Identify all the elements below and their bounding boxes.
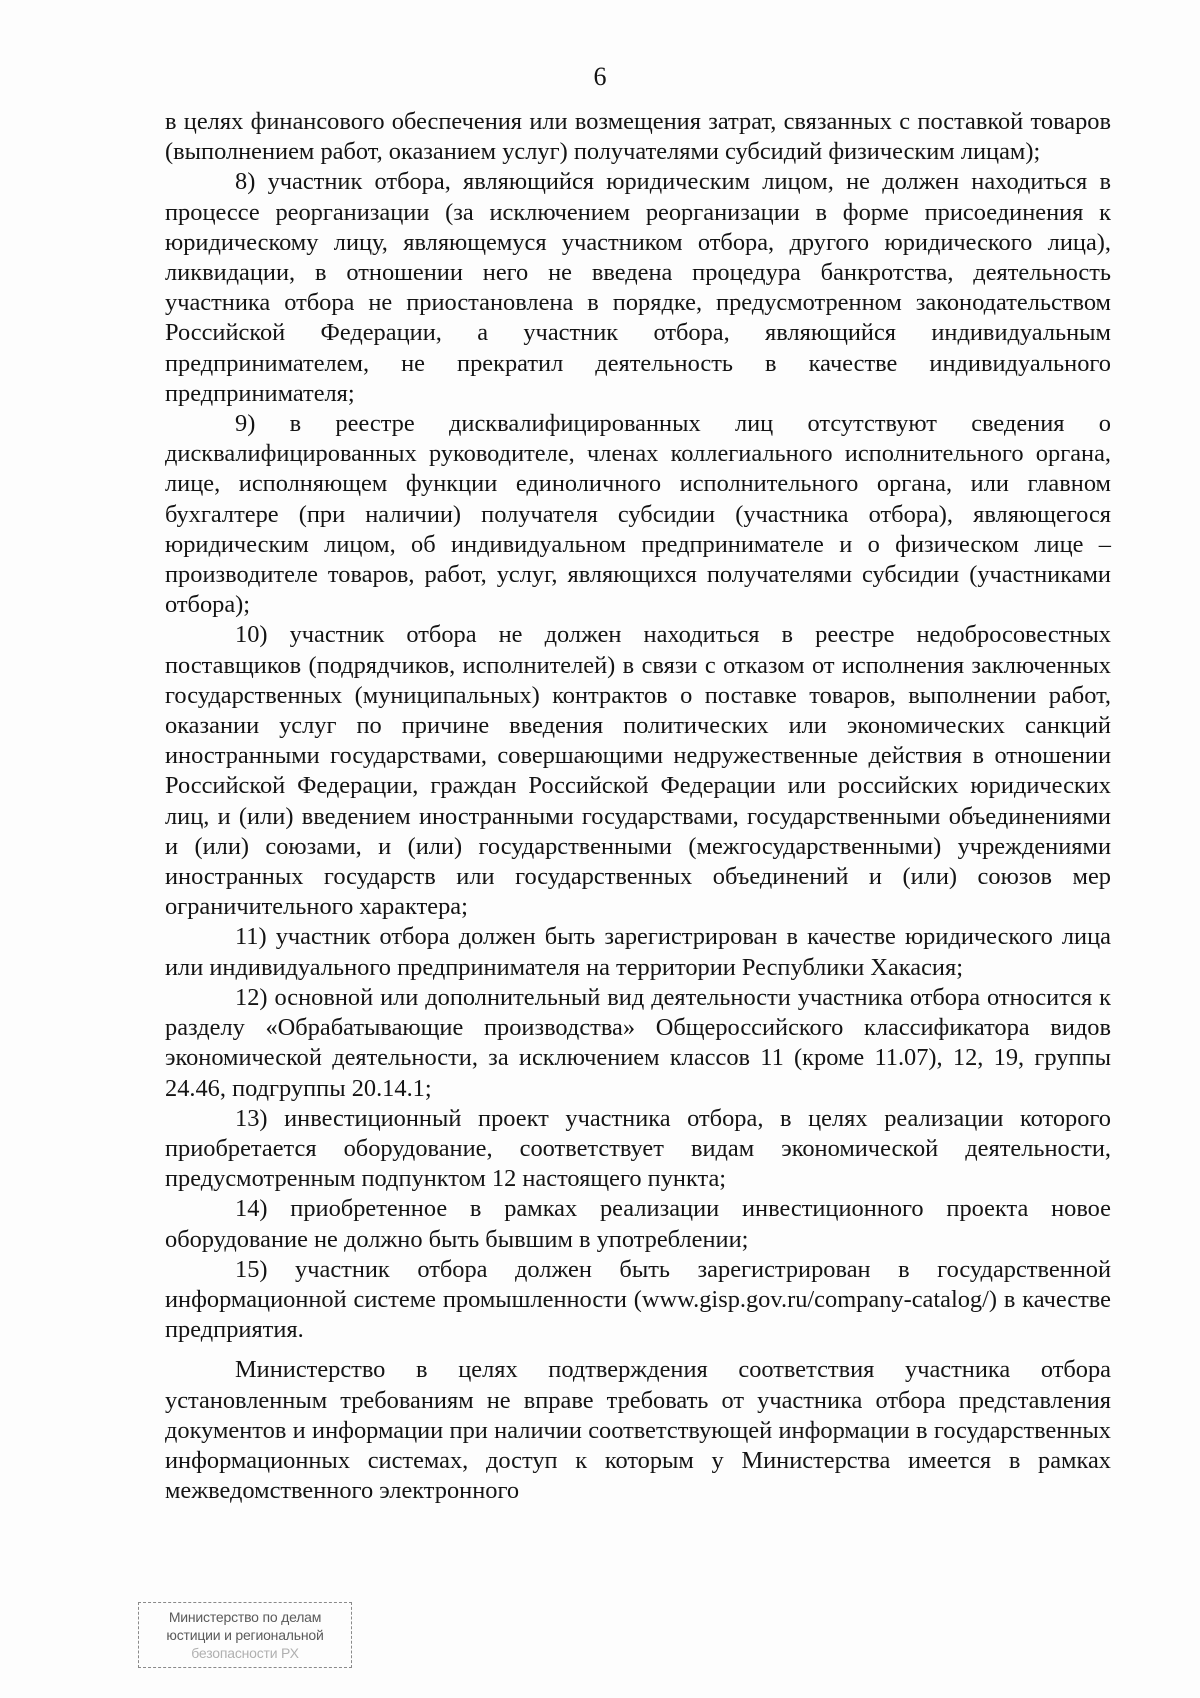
paragraph-item-9: 9) в реестре дисквалифицированных лиц отсутствуют сведения о дисквалифицированных руководителе, членах коллегиального исполнительного органа, лице, исполняющем функции единоличного исполнительного органа, или главном бухгалтере (при наличии) получателя субсидии (участника отбора), являющегося юридическим лицом, об индивидуальном предпринимателе и о физическом лице – производителе товаров, работ, услуг, являющихся получателями субсидии (участниками отбора);	[165, 410, 1111, 619]
paragraph-item-10: 10) участник отбора не должен находиться в реестре недобросовестных поставщиков (подрядчиков, исполнителей) в связи с отказом от исполнения заключенных государственных (муниципальных) контрактов о поставке товаров, выполнении работ, оказании услуг по причине введения политических или экономических санкций иностранными государствами, совершающими недружественные действия в отношении Российской Федерации, граждан Российской Федерации или российских юридических лиц, и (или) введением иностранными государствами, государственными объединениями и (или) союзами, и (или) государственными (межгосударственными) учреждениями иностранных государств или государственных объединений и (или) союзов мер ограничительного характера;	[165, 621, 1111, 921]
paragraph-item-14: 14) приобретенное в рамках реализации инвестиционного проекта новое оборудование не должно быть бывшим в употреблении;	[165, 1195, 1111, 1253]
paragraph-ministry: Министерство в целях подтверждения соответствия участника отбора установленным требованиям не вправе требовать от участника отбора представления документов и информации при наличии соответствующей информации в государственных информационных системах, доступ к которым у Министерства имеется в рамках межведомственного электронного	[165, 1356, 1111, 1505]
document-body	[165, 107, 1111, 1506]
paragraph-item-13: 13) инвестиционный проект участника отбора, в целях реализации которого приобретается оборудование, соответствует видам экономической деятельности, предусмотренным подпунктом 12 настоящего пункта;	[165, 1104, 1111, 1193]
registration-stamp	[138, 1602, 352, 1668]
paragraph: в целях финансового обеспечения или возмещения затрат, связанных с поставкой товаров (выполнением работ, оказанием услуг) получателями субсидий физическим лицам);	[165, 108, 1111, 166]
paragraph-item-11: 11) участник отбора должен быть зарегистрирован в качестве юридического лица или индивидуального предпринимателя на территории Республики Хакасия;	[165, 923, 1111, 981]
stamp-line: Министерство по делам	[168, 1609, 322, 1625]
paragraph-item-15: 15) участник отбора должен быть зарегистрирован в государственной информационной системе промышленности (www.gisp.gov.ru/company-catalog/) в качестве предприятия.	[165, 1255, 1111, 1344]
stamp-line: безопасности РХ	[191, 1645, 299, 1661]
paragraph-item-8: 8) участник отбора, являющийся юридическим лицом, не должен находиться в процессе реорганизации (за исключением реорганизации в форме присоединения к юридическому лицу, являющемуся участником отбора, другого юридического лица), ликвидации, в отношении него не введена процедура банкротства, деятельность участника отбора не приостановлена в порядке, предусмотренном законодательством Российской Федерации, а участник отбора, являющийся индивидуальным предпринимателем, не прекратил деятельность в качестве индивидуального предпринимателя;	[165, 168, 1111, 407]
stamp-line: юстиции и региональной	[166, 1627, 324, 1643]
page-number: 6	[593, 62, 607, 91]
paragraph-item-12: 12) основной или дополнительный вид деятельности участника отбора относится к разделу «Обрабатывающие производства» Общероссийского классификатора видов экономической деятельности, за исключением классов 11 (кроме 11.07), 12, 19, группы 24.46, подгруппы 20.14.1;	[165, 983, 1111, 1102]
